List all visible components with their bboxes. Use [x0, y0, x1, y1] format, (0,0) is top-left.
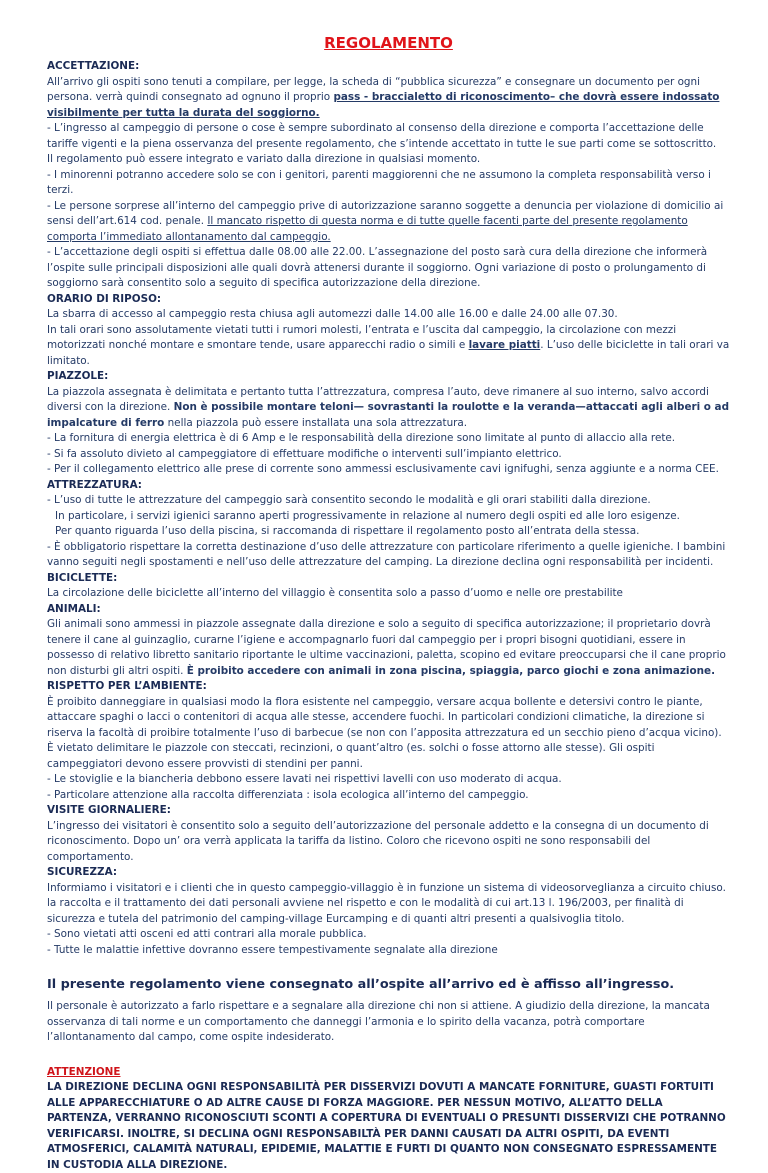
paragraph: - I minorenni potranno accedere solo se con i genitori, parenti maggiorenni che ne assumono la completa responsabilità verso i terzi.: [47, 168, 730, 199]
paragraph: [47, 323, 730, 370]
section-heading: PIAZZOLE:: [47, 369, 730, 385]
paragraph: - Sono vietati atti osceni ed atti contrari alla morale pubblica.: [47, 927, 730, 943]
text: In tali orari sono assolutamente vietati tutti i rumori molesti, l’entrata e l’uscita dal campeggio, la circolazione con mezzi motorizzati nonché montare e smontare tende, usare apparecchi radio o simili e: [47, 324, 676, 352]
section-heading: Il presente regolamento viene consegnato all’ospite all’arrivo ed è affisso all’ingresso.: [47, 976, 730, 993]
section-heading: SICUREZZA:: [47, 865, 730, 881]
text: nella piazzola può essere installata una sola attrezzatura.: [164, 417, 467, 429]
paragraph: [47, 385, 730, 432]
bold-text: Non è possibile montare teloni— sovrastanti la roulotte e la veranda—attaccati agli alberi o ad impalcature di ferro: [47, 401, 729, 429]
text: La piazzola assegnata è delimitata e pertanto tutta l’attrezzatura, compresa l’auto, deve rimanere al suo interno, salvo accordi diversi con la direzione.: [47, 386, 709, 414]
paragraph: La circolazione delle biciclette all’interno del villaggio è consentita solo a passo d’uomo e nelle ore prestabilite: [47, 586, 730, 602]
section-heading: ATTREZZATURA:: [47, 478, 730, 494]
paragraph: Informiamo i visitatori e i clienti che in questo campeggio-villaggio è in funzione un sistema di videosorveglianza a circuito chiuso. la raccolta e il trattamento dei dati personali avviene nel rispetto e con le modalità di cui art.13 l. 196/2003, per finalità di sicurezza e tutela del patrimonio del camping-village Eurcamping e di quanti altri presenti a qualsivoglia titolo.: [47, 881, 730, 928]
bold-text: È proibito accedere con animali in zona piscina, spiaggia, parco giochi e zona animazione.: [187, 665, 715, 677]
section-ambiente: [47, 679, 730, 803]
paragraph: L’ingresso dei visitatori è consentito solo a seguito dell’autorizzazione del personale addetto e la consegna di un documento di riconoscimento. Dopo un’ ora verrà applicata la tariffa da listino. Coloro che ricevono ospiti ne sono responsabili del comportamento.: [47, 819, 730, 866]
paragraph: Il personale è autorizzato a farlo rispettare e a segnalare alla direzione chi non si attiene. A giudizio della direzione, la mancata osservanza di tali norme e un comportamento che danneggi l’armonia e lo spirito della vacanza, potrà comportare l’allontanamento dal campo, come ospite indesiderato.: [47, 999, 730, 1046]
section-consegna: [47, 976, 730, 1046]
text: Gli animali sono ammessi in piazzole assegnate dalla direzione e solo a seguito di specifica autorizzazione; il proprietario dovrà tenere il cane al guinzaglio, curarne l’igiene e accompagnarlo fuori dal campeggio per i propri bisogni quotidiani, essere in possesso di relativo libretto sanitario riportante le ultime vaccinazioni, paletta, scopino ed evitare preoccuparsi che il cane proprio non disturbi gli altri ospiti.: [47, 618, 726, 677]
section-heading: VISITE GIORNALIERE:: [47, 803, 730, 819]
paragraph: Per quanto riguarda l’uso della piscina, si raccomanda di rispettare il regolamento posto all’entrata della stessa.: [47, 524, 730, 540]
warning-paragraph: LA DIREZIONE DECLINA OGNI RESPONSABILITÀ PER DISSERVIZI DOVUTI A MANCATE FORNITURE, GUASTI FORTUITI ALLE APPARECCHIATURE O AD ALTRE CAUSE DI FORZA MAGGIORE. PER NESSUN MOTIVO, ALL’ATTO DELLA PARTENZA, VERRANNO RICONOSCIUTI SCONTI A COPERTURA DI EVENTUALI O PRESUNTI DISSERVIZI CHE POTRANNO VERIFICARSI. INOLTRE, SI DECLINA OGNI RESPONSABILTÀ PER DANNI CAUSATI DA ALTRI OSPITI, DA EVENTI ATMOSFERICI, CALAMITÀ NATURALI, EPIDEMIE, MALATTIE E FURTI DI QUANTO NON CONSEGNATO ESPRESSAMENTE IN CUSTODIA ALLA DIREZIONE.: [47, 1080, 730, 1173]
section-heading: ORARIO DI RIPOSO:: [47, 292, 730, 308]
warning-heading: ATTENZIONE: [47, 1065, 730, 1081]
paragraph: - L’uso di tutte le attrezzature del campeggio sarà consentito secondo le modalità e gli orari stabiliti dalla direzione.: [47, 493, 730, 509]
section-biciclette: [47, 571, 730, 602]
section-heading: RISPETTO PER L’AMBIENTE:: [47, 679, 730, 695]
paragraph: - Le stoviglie e la biancheria debbono essere lavati nei rispettivi lavelli con uso moderato di acqua.: [47, 772, 730, 788]
paragraph: - Si fa assoluto divieto al campeggiatore di effettuare modifiche o interventi sull’impianto elettrico.: [47, 447, 730, 463]
paragraph: [47, 617, 730, 679]
section-piazzole: [47, 369, 730, 478]
text: All’arrivo gli ospiti sono tenuti a compilare, per legge, la scheda di “pubblica sicurezza” e consegnare un documento per ogni persona. verrà quindi consegnato ad ognuno il proprio: [47, 76, 700, 104]
text: . L’uso delle biciclette in tali orari va limitato.: [47, 339, 729, 367]
section-visite: [47, 803, 730, 865]
paragraph: È proibito danneggiare in qualsiasi modo la flora esistente nel campeggio, versare acqua bollente e detersivi contro le piante, attaccare spaghi o lacci o contenitori di acqua alle stesse, accendere fuochi. In particolari condizioni climatiche, la direzione si riserva la facoltà di proibire totalmente l’uso di barbecue (se non con l’apposita attrezzatura ed un secchio pieno d’acqua vicino). È vietato delimitare le piazzole con steccati, recinzioni, o quant’altro (es. solchi o fosse attorno alle stesse). Gli ospiti campeggiatori devono essere provvisti di stendini per panni.: [47, 695, 730, 773]
paragraph: Il regolamento può essere integrato e variato dalla direzione in qualsiasi momento.: [47, 152, 730, 168]
paragraph: - Per il collegamento elettrico alle prese di corrente sono ammessi esclusivamente cavi ignifughi, senza aggiunte e a norma CEE.: [47, 462, 730, 478]
paragraph: La sbarra di accesso al campeggio resta chiusa agli automezzi dalle 14.00 alle 16.00 e dalle 24.00 alle 07.30.: [47, 307, 730, 323]
section-animali: [47, 602, 730, 680]
paragraph: [47, 199, 730, 246]
section-attenzione: [47, 1065, 730, 1173]
section-attrezzatura: [47, 478, 730, 571]
paragraph: In particolare, i servizi igienici saranno aperti progressivamente in relazione al numero degli ospiti ed alle loro esigenze.: [47, 509, 730, 525]
section-heading: ANIMALI:: [47, 602, 730, 618]
paragraph: - Particolare attenzione alla raccolta differenziata : isola ecologica all’interno del campeggio.: [47, 788, 730, 804]
paragraph: - L’ingresso al campeggio di persone o cose è sempre subordinato al consenso della direzione e comporta l’accettazione delle tariffe vigenti e la piena osservanza del presente regolamento, che s’intende accettato in tutte le sue parti come se sottoscritto.: [47, 121, 730, 152]
page-title: REGOLAMENTO: [47, 34, 730, 52]
paragraph: [47, 75, 730, 122]
section-heading: BICICLETTE:: [47, 571, 730, 587]
section-orario-riposo: [47, 292, 730, 370]
text: - Le persone sorprese all’interno del campeggio prive di autorizzazione saranno soggette a denuncia per violazione di domicilio ai sensi dell’art.614 cod. penale.: [47, 200, 723, 228]
underlined-text: Il mancato rispetto di questa norma e di tutte quelle facenti parte del presente regolamento comporta l’immediato allontanamento dal campeggio.: [47, 215, 688, 243]
emphasis-text: pass - braccialetto di riconoscimento– che dovrà essere indossato visibilmente per tutta la durata del soggiorno.: [47, 91, 719, 119]
paragraph: - La fornitura di energia elettrica è di 6 Amp e le responsabilità della direzione sono limitate al punto di allaccio alla rete.: [47, 431, 730, 447]
section-heading: ACCETTAZIONE:: [47, 59, 730, 75]
emphasis-text: lavare piatti: [469, 339, 541, 351]
section-accettazione: [47, 59, 730, 292]
section-sicurezza: [47, 865, 730, 958]
paragraph: - È obbligatorio rispettare la corretta destinazione d’uso delle attrezzature con particolare riferimento a quelle igieniche. I bambini vanno seguiti negli spostamenti e nell’uso delle attrezzature del camping. La direzione declina ogni responsabilità per incidenti.: [47, 540, 730, 571]
paragraph: - L’accettazione degli ospiti si effettua dalle 08.00 alle 22.00. L’assegnazione del posto sarà cura della direzione che informerà l’ospite sulle principali disposizioni alle quali dovrà attenersi durante il soggiorno. Ogni variazione di posto o prolungamento di soggiorno sarà consentito solo a seguito di specifica autorizzazione della direzione.: [47, 245, 730, 292]
paragraph: - Tutte le malattie infettive dovranno essere tempestivamente segnalate alla direzione: [47, 943, 730, 959]
